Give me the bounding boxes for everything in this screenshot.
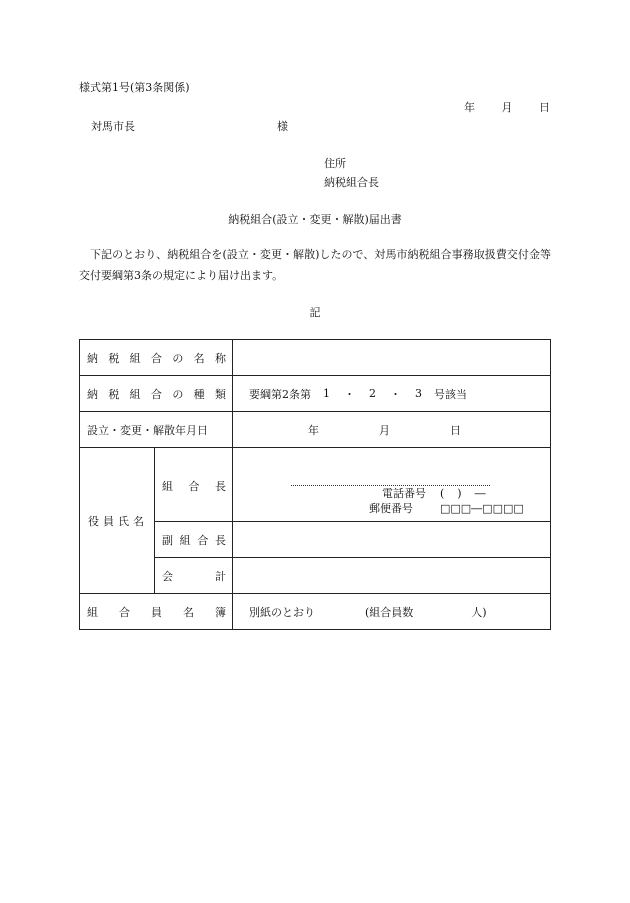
accountant-char: 計 xyxy=(215,569,226,583)
addressee-name: 対馬市長 xyxy=(91,120,135,133)
union-name-char: 称 xyxy=(214,351,226,365)
union-type-suffix: 号該当 xyxy=(434,387,467,401)
union-type-option-2[interactable]: 2 xyxy=(369,387,376,400)
establish-day-label: 日 xyxy=(450,423,461,437)
chief-char: 組 xyxy=(162,480,173,493)
row-chief xyxy=(80,448,551,522)
members-label xyxy=(80,594,233,630)
accountant-label-chars xyxy=(155,568,232,584)
applicant-address-label: 住所 xyxy=(324,157,346,170)
union-type-char: 納 xyxy=(87,387,98,401)
union-type-char: 種 xyxy=(193,387,205,401)
members-char: 名 xyxy=(183,605,194,619)
union-type-char: の xyxy=(172,387,184,401)
vice-label xyxy=(155,522,233,558)
union-type-label-chars xyxy=(80,386,232,402)
officers-char: 員 xyxy=(103,514,114,528)
date-day-label: 日 xyxy=(539,101,550,114)
body-text: 下記のとおり、納税組合を(設立・変更・解散)したので、対馬市納税組合事務取扱費交付金等交付要綱第3条の規定により届け出ます。 xyxy=(79,248,551,282)
members-char: 組 xyxy=(87,605,98,619)
vice-label-chars xyxy=(155,532,232,548)
chief-label xyxy=(155,448,233,522)
union-type-option-1[interactable]: 1 xyxy=(323,387,330,400)
ki-label: 記 xyxy=(309,306,321,319)
accountant-label xyxy=(155,558,233,594)
row-union-type xyxy=(80,376,551,412)
union-type-char: 類 xyxy=(214,387,226,401)
establish-month-label: 月 xyxy=(379,423,390,437)
establish-year-label: 年 xyxy=(308,423,319,437)
officers-char: 氏 xyxy=(118,514,129,528)
union-type-separator: ・ xyxy=(344,387,355,401)
vice-char: 合 xyxy=(197,533,209,547)
union-type-separator: ・ xyxy=(390,387,401,401)
union-name-label-chars xyxy=(80,350,232,366)
document-title: 納税組合(設立・変更・解散)届出書 xyxy=(228,213,402,226)
members-char: 員 xyxy=(151,605,162,619)
union-name-char: 組 xyxy=(129,351,141,365)
applicant-name-label: 納税組合長 xyxy=(324,176,379,189)
union-name-char: 合 xyxy=(150,351,162,365)
date-year-label: 年 xyxy=(464,101,475,114)
union-type-prefix: 要綱第2条第 xyxy=(249,387,311,401)
addressee-honorific: 様 xyxy=(277,120,288,133)
members-char: 合 xyxy=(119,605,130,619)
officers-label-chars xyxy=(80,513,154,529)
registration-table xyxy=(79,339,551,630)
union-type-char: 税 xyxy=(108,387,120,401)
form-number: 様式第1号(第3条関係) xyxy=(79,81,190,94)
establish-date-label: 設立・変更・解散年月日 xyxy=(80,412,233,448)
accountant-value[interactable] xyxy=(233,558,551,594)
phone-label: 電話番号 xyxy=(382,487,426,500)
union-name-char: 税 xyxy=(108,351,120,365)
members-label-chars xyxy=(80,604,232,620)
union-name-char: 名 xyxy=(193,351,205,365)
members-count-close: 人) xyxy=(471,605,487,619)
union-name-label xyxy=(80,340,233,376)
officers-char: 名 xyxy=(133,514,144,528)
members-char: 簿 xyxy=(215,605,226,619)
chief-char: 合 xyxy=(188,480,200,493)
union-name-char: の xyxy=(172,351,184,365)
row-union-name xyxy=(80,340,551,376)
members-count-open: (組合員数 xyxy=(365,605,414,619)
chief-char: 長 xyxy=(215,480,226,493)
union-type-label xyxy=(80,376,233,412)
establish-date-value[interactable] xyxy=(233,412,551,448)
vice-char: 組 xyxy=(179,533,191,547)
union-type-char: 組 xyxy=(129,387,141,401)
officers-label xyxy=(80,448,155,594)
union-name-char: 納 xyxy=(87,351,98,365)
row-establish-date xyxy=(80,412,551,448)
date-header xyxy=(464,101,550,115)
vice-char: 副 xyxy=(162,533,173,547)
union-name-value[interactable] xyxy=(233,340,551,376)
chief-label-chars xyxy=(155,448,232,494)
union-type-option-3[interactable]: 3 xyxy=(415,387,422,400)
phone-format: ( ) ― xyxy=(440,487,487,500)
chief-name-line xyxy=(291,485,490,486)
postal-label: 郵便番号 xyxy=(369,502,413,515)
accountant-char: 会 xyxy=(162,569,173,583)
postal-format: □□□―□□□□ xyxy=(440,502,524,515)
vice-char: 長 xyxy=(214,533,226,547)
union-type-char: 合 xyxy=(150,387,162,401)
officers-char: 役 xyxy=(88,514,99,528)
members-value[interactable] xyxy=(233,594,551,630)
chief-value[interactable] xyxy=(233,448,551,522)
date-month-label: 月 xyxy=(501,101,513,114)
members-value-text: 別紙のとおり xyxy=(249,605,315,619)
vice-value[interactable] xyxy=(233,522,551,558)
row-members xyxy=(80,594,551,630)
union-type-value xyxy=(233,376,551,412)
